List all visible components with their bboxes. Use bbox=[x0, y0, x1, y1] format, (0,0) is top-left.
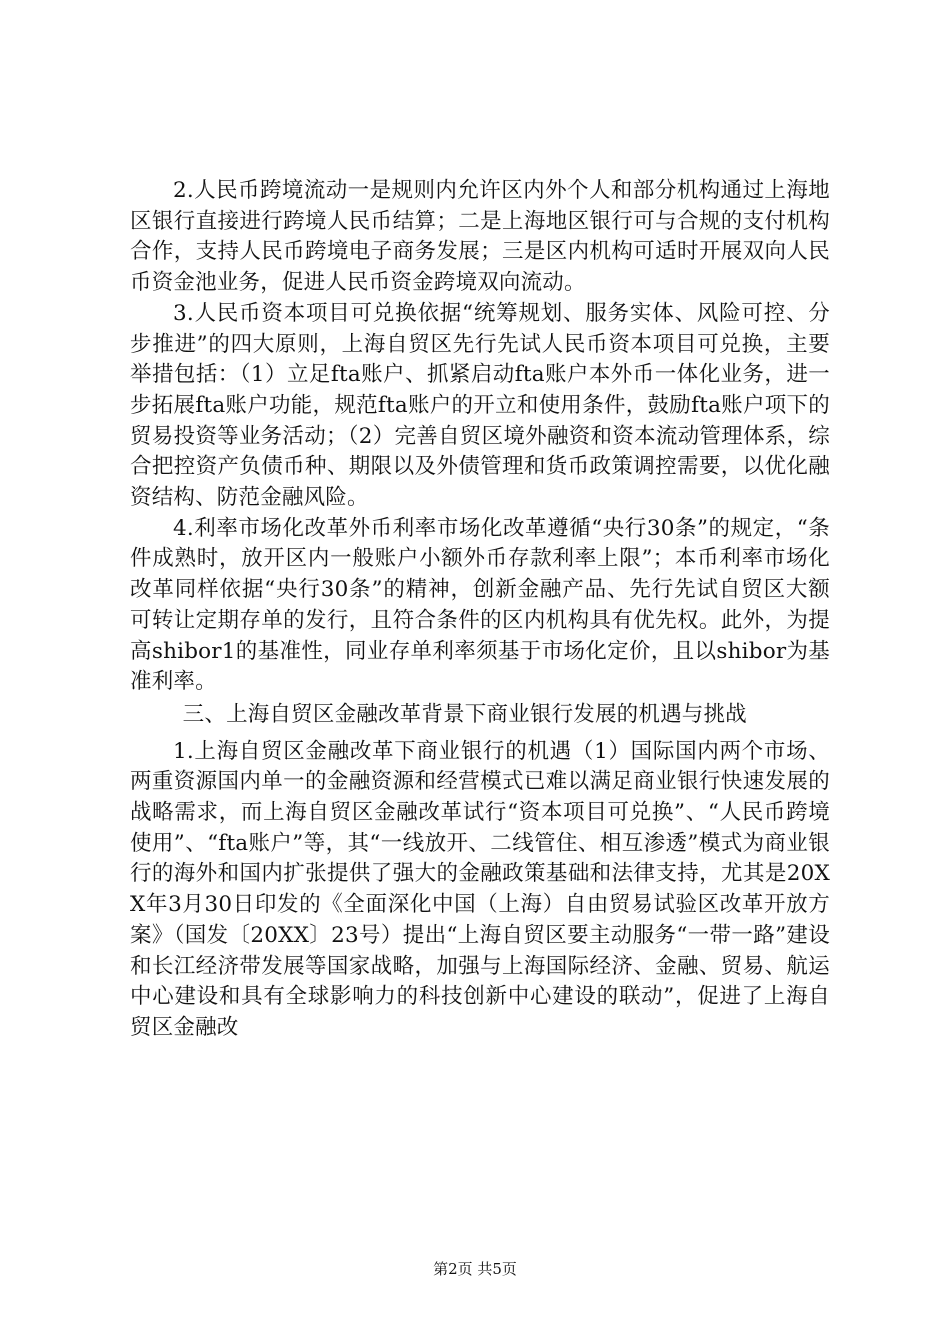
page-number-footer: 第2页 共5页 bbox=[433, 1260, 517, 1278]
paragraph-interest-rate-reform: 4.利率市场化改革外币利率市场化改革遵循“央行30条”的规定，“条件成熟时，放开区内一般账户小额外币存款利率上限”；本币利率市场化改革同样依据“央行30条”的精神，创新金融产品、先行先试自贸区大额可转让定期存单的发行，且符合条件的区内机构具有优先权。此外，为提高shibor1的基准性，同业存单利率须基于市场化定价，且以shibor为基准利率。 bbox=[130, 515, 830, 695]
paragraph-rmb-cross-border-flow: 2.人民币跨境流动一是规则内允许区内外个人和部分机构通过上海地区银行直接进行跨境人民币结算；二是上海地区银行可与合规的支付机构合作，支持人民币跨境电子商务发展；三是区内机构可适时开展双向人民币资金池业务，促进人民币资金跨境双向流动。 bbox=[130, 178, 830, 296]
paragraph-capital-account-convertibility: 3.人民币资本项目可兑换依据“统筹规划、服务实体、风险可控、分步推进”的四大原则，上海自贸区先行先试人民币资本项目可兑换，主要举措包括：（1）立足fta账户、抓紧启动fta账户本外币一体化业务，进一步拓展fta账户功能，规范fta账户的开立和使用条件，鼓励fta账户项下的贸易投资等业务活动；（2）完善自贸区境外融资和资本流动管理体系，综合把控资产负债币种、期限以及外债管理和货币政策调控需要，以优化融资结构、防范金融风险。 bbox=[130, 300, 830, 511]
section-heading: 三、上海自贸区金融改革背景下商业银行发展的机遇与挑战 bbox=[182, 701, 747, 727]
paragraph-bank-opportunities: 1.上海自贸区金融改革下商业银行的机遇（1）国际国内两个市场、两重资源国内单一的金融资源和经营模式已难以满足商业银行快速发展的战略需求，而上海自贸区金融改革试行“资本项目可兑换”、“人民币跨境使用”、“fta账户”等，其“一线放开、二线管住、相互渗透”模式为商业银行的海外和国内扩张提供了强大的金融政策基础和法律支持，尤其是20XX年3月30日印发的《全面深化中国（上海）自由贸易试验区改革开放方案》（国发〔20XX〕23号）提出“上海自贸区要主动服务“一带一路”建设和长江经济带发展等国家战略，加强与上海国际经济、金融、贸易、航运中心建设和具有全球影响力的科技创新中心建设的联动”，促进了上海自贸区金融改 bbox=[130, 738, 830, 1040]
document-body bbox=[130, 176, 830, 1044]
